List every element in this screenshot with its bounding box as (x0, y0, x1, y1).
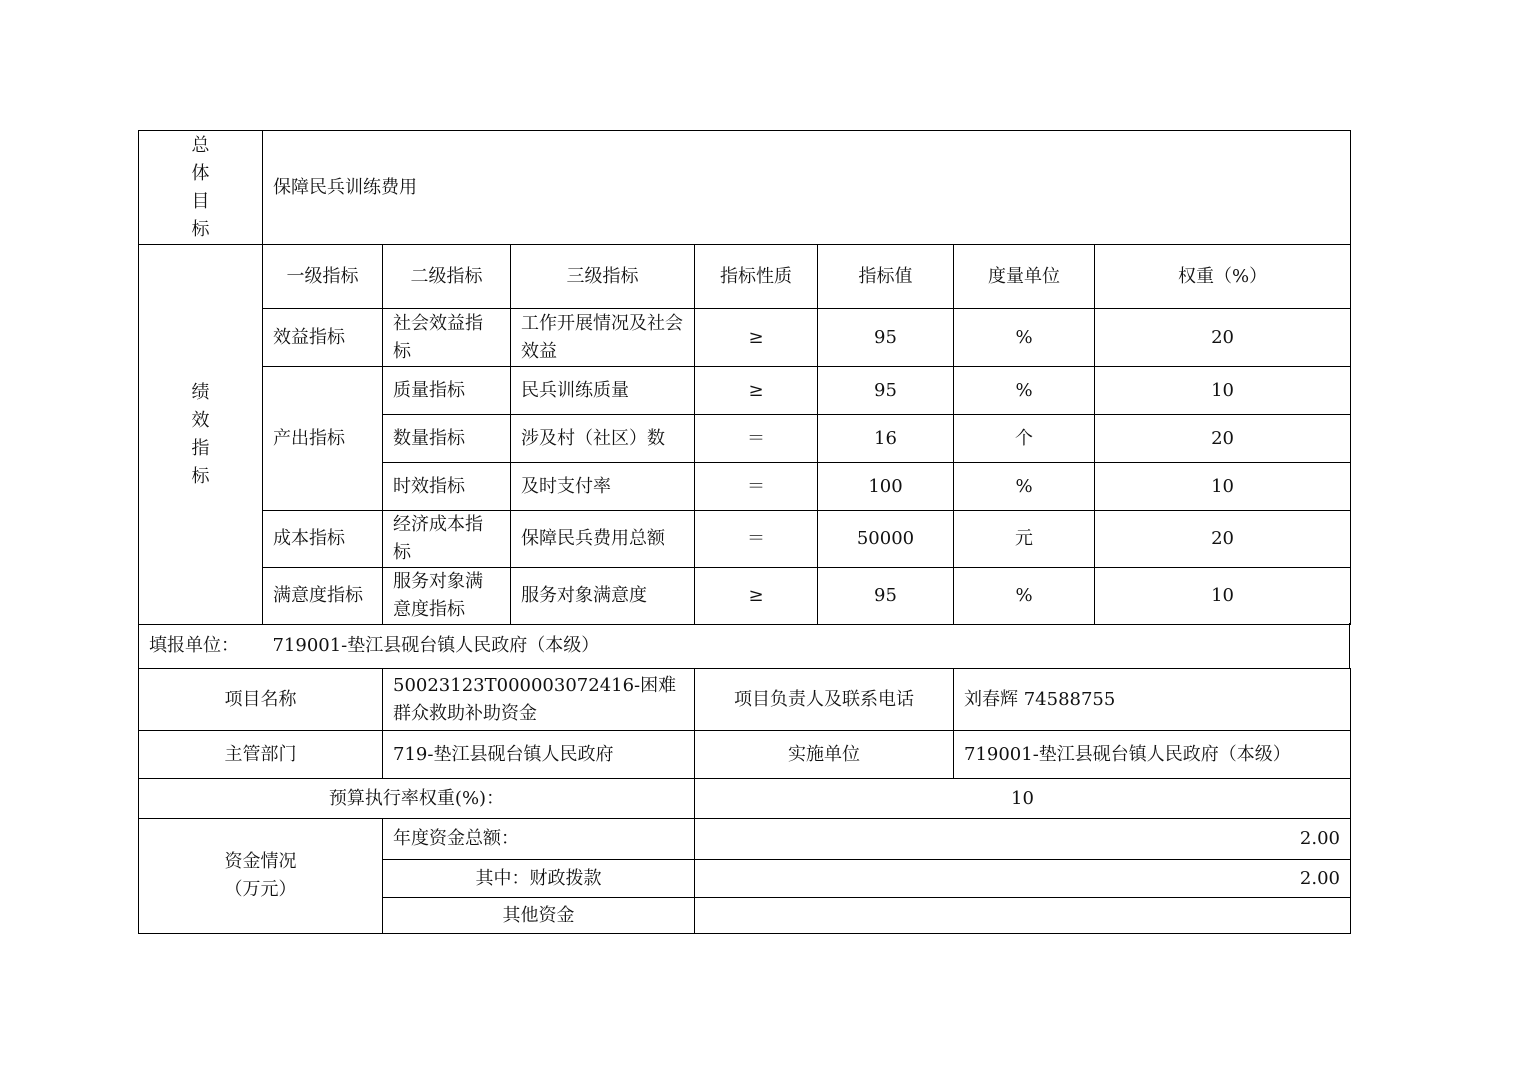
cell-weight: 10 (1095, 367, 1351, 415)
table-row (139, 309, 1351, 367)
funds-other-label: 其他资金 (383, 898, 695, 934)
cell-lvl3: 保障民兵费用总额 (511, 511, 695, 568)
cell-lvl2: 服务对象满意度指标 (383, 568, 511, 625)
cell-nature: ＝ (695, 511, 818, 568)
department-label: 主管部门 (139, 731, 383, 779)
cell-lvl3: 及时支付率 (511, 463, 695, 511)
project-leader-value: 刘春辉 74588755 (954, 669, 1351, 731)
reporting-unit-bar (138, 623, 1350, 669)
cell-weight: 10 (1095, 568, 1351, 625)
budget-weight-value: 10 (695, 779, 1351, 819)
overall-goal-label: 总 体 目 标 (139, 131, 263, 245)
table-row (139, 568, 1351, 625)
funds-label: 资金情况 （万元） (139, 819, 383, 934)
performance-label: 绩 效 指 标 (139, 245, 263, 625)
budget-weight-label: 预算执行率权重(%)： (139, 779, 695, 819)
department-value: 719-垫江县砚台镇人民政府 (383, 731, 695, 779)
cell-nature: ＝ (695, 463, 818, 511)
header-unit: 度量单位 (954, 245, 1095, 309)
overall-goal-content: 保障民兵训练费用 (263, 131, 1351, 245)
project-name-row (139, 669, 1351, 731)
cell-unit: % (954, 463, 1095, 511)
header-lvl3: 三级指标 (511, 245, 695, 309)
budget-weight-row (139, 779, 1351, 819)
implementing-unit-value: 719001-垫江县砚台镇人民政府（本级） (954, 731, 1351, 779)
funds-total-value: 2.00 (695, 819, 1351, 860)
cell-value: 95 (818, 309, 954, 367)
reporting-unit-value: 719001-垫江县砚台镇人民政府（本级） (272, 635, 600, 656)
cell-weight: 20 (1095, 309, 1351, 367)
cell-unit: % (954, 367, 1095, 415)
cell-value: 95 (818, 568, 954, 625)
header-nature: 指标性质 (695, 245, 818, 309)
funds-fiscal-value: 2.00 (695, 860, 1351, 898)
performance-table (138, 130, 1351, 625)
funds-other-value (695, 898, 1351, 934)
cell-lvl3: 工作开展情况及社会效益 (511, 309, 695, 367)
cell-lvl3: 民兵训练质量 (511, 367, 695, 415)
funds-total-label: 年度资金总额： (383, 819, 695, 860)
cell-lvl3: 涉及村（社区）数 (511, 415, 695, 463)
cell-lvl1: 满意度指标 (263, 568, 383, 625)
reporting-unit-label: 填报单位： (149, 635, 239, 656)
header-weight: 权重（%） (1095, 245, 1351, 309)
header-lvl1: 一级指标 (263, 245, 383, 309)
header-value: 指标值 (818, 245, 954, 309)
cell-lvl2: 社会效益指标 (383, 309, 511, 367)
project-name-label: 项目名称 (139, 669, 383, 731)
cell-unit: % (954, 309, 1095, 367)
cell-value: 16 (818, 415, 954, 463)
department-row (139, 731, 1351, 779)
cell-nature: ≥ (695, 568, 818, 625)
cell-lvl3: 服务对象满意度 (511, 568, 695, 625)
cell-weight: 10 (1095, 463, 1351, 511)
cell-nature: ≥ (695, 367, 818, 415)
cell-unit: 个 (954, 415, 1095, 463)
cell-nature: ＝ (695, 415, 818, 463)
cell-lvl1: 产出指标 (263, 367, 383, 511)
funds-total-row (139, 819, 1351, 860)
table-row (139, 511, 1351, 568)
cell-lvl2: 时效指标 (383, 463, 511, 511)
project-leader-label: 项目负责人及联系电话 (695, 669, 954, 731)
cell-nature: ≥ (695, 309, 818, 367)
cell-lvl1: 效益指标 (263, 309, 383, 367)
table-row (139, 367, 1351, 415)
cell-weight: 20 (1095, 511, 1351, 568)
project-name-value: 50023123T000003072416-困难群众救助补助资金 (383, 669, 695, 731)
overall-goal-row (139, 131, 1351, 245)
cell-value: 100 (818, 463, 954, 511)
cell-value: 50000 (818, 511, 954, 568)
cell-lvl2: 经济成本指标 (383, 511, 511, 568)
cell-lvl2: 质量指标 (383, 367, 511, 415)
indicator-header-row (139, 245, 1351, 309)
implementing-unit-label: 实施单位 (695, 731, 954, 779)
cell-lvl1: 成本指标 (263, 511, 383, 568)
cell-lvl2: 数量指标 (383, 415, 511, 463)
cell-weight: 20 (1095, 415, 1351, 463)
header-lvl2: 二级指标 (383, 245, 511, 309)
cell-value: 95 (818, 367, 954, 415)
funds-fiscal-label: 其中：财政拨款 (383, 860, 695, 898)
project-table (138, 668, 1351, 934)
cell-unit: 元 (954, 511, 1095, 568)
cell-unit: % (954, 568, 1095, 625)
